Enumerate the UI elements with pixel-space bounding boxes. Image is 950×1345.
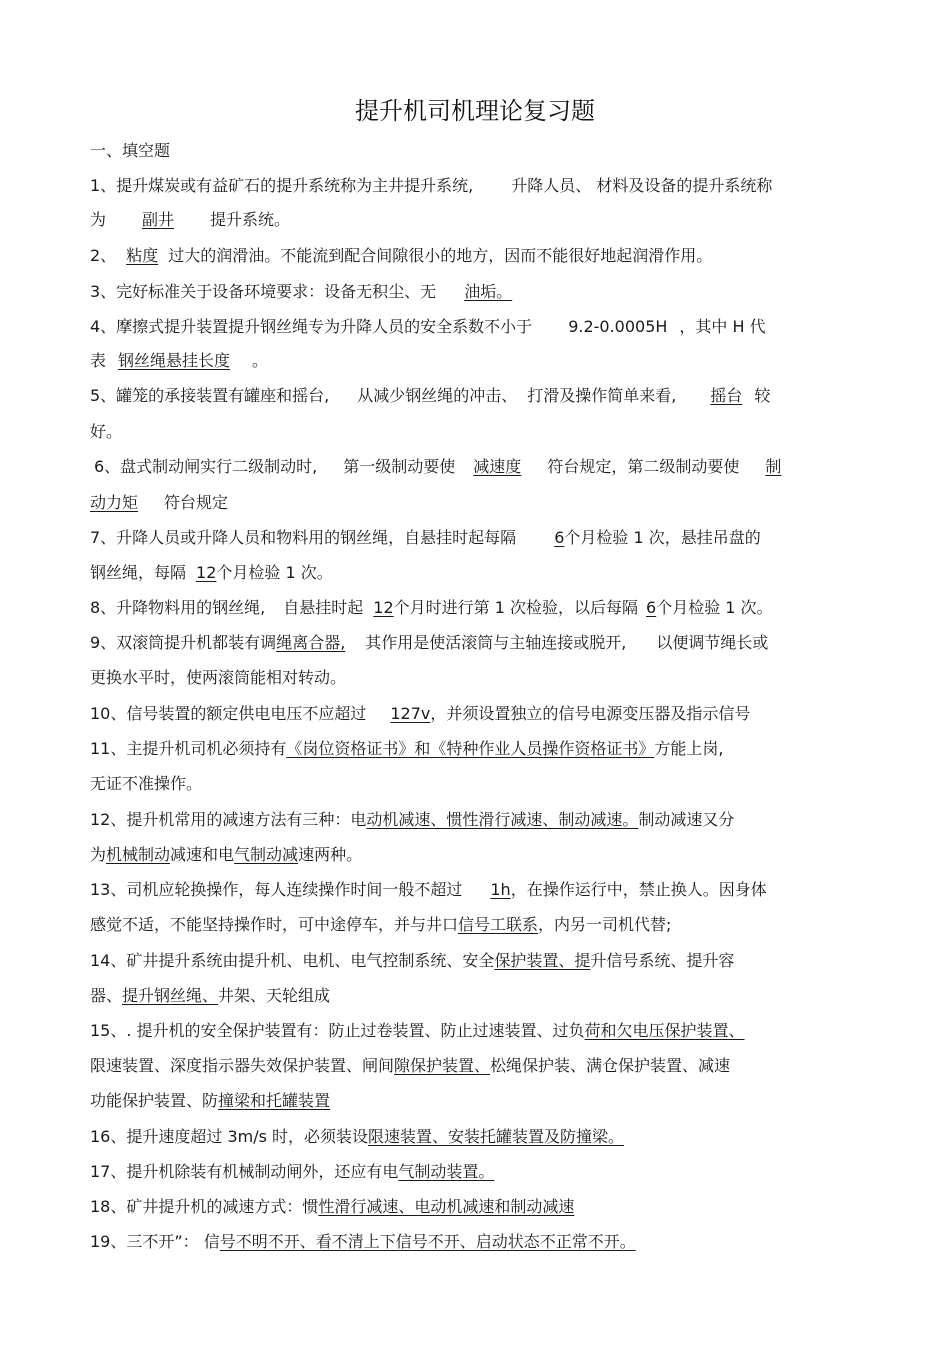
- q4-text: 4、摩擦式提升装置提升钢丝绳专为升降人员的安全系数不小于: [90, 317, 533, 336]
- question-3: [90, 281, 518, 305]
- q13-text-2: ，在操作运行中，禁止换人。因身体: [510, 880, 767, 899]
- q5-text-3: 打滑及操作简单来看,: [527, 386, 677, 405]
- question-7-line-1: [90, 527, 761, 551]
- q6-answer-1: 减速度: [473, 457, 522, 476]
- q12-text-2: 制动减速又分: [638, 810, 735, 829]
- question-15-line-1: [90, 1020, 775, 1044]
- question-5-line-2: [90, 421, 122, 445]
- question-16: [90, 1126, 656, 1150]
- q3-text: 3、完好标准关于设备环境要求：设备无积尘、无: [90, 282, 437, 301]
- q8-text: 8、升降物料用的钢丝绳,: [90, 598, 266, 617]
- q8-answer-2: 6: [646, 598, 657, 617]
- question-6-line-2: [90, 492, 228, 516]
- q7-text-3: 钢丝绳，每隔: [90, 563, 187, 582]
- q2-text: 过大的润滑油。不能流到配合间隙很小的地方，因而不能很好地起润滑作用。: [168, 246, 713, 265]
- q7-text-2: 个月检验 1 次，悬挂吊盘的: [564, 528, 761, 547]
- question-11-line-1: [90, 738, 723, 762]
- q8-answer-1: 12: [373, 598, 394, 617]
- q14-answer-1: 保护装置、提: [494, 951, 591, 970]
- question-17: [90, 1161, 506, 1185]
- q7-answer-2: 12: [196, 563, 217, 582]
- q10-answer: 127v: [390, 704, 431, 723]
- q11-text-2: 方能上岗,: [654, 739, 724, 758]
- q14-text-2: 升信号系统、提升容: [590, 951, 735, 970]
- q12-answer-3: 气制动减: [234, 845, 299, 864]
- q11-text-3: 无证不准操作。: [90, 774, 203, 793]
- q12-answer-2: 机械制动: [106, 845, 171, 864]
- question-11-line-2: [90, 773, 202, 797]
- q17-text: 17、提升机除装有机械制动闸外，还应有电: [90, 1162, 399, 1181]
- q11-text: 11、主提升机司机必须持有: [90, 739, 287, 758]
- q12-text-3: 减速和电: [170, 845, 235, 864]
- q9-text: 9、双滚筒提升机都装有调: [90, 633, 277, 652]
- q6-answer-2b: 动力矩: [90, 493, 139, 512]
- page-title: 提升机司机理论复习题: [355, 97, 595, 125]
- q12-text: 12、提升机常用的减速方法有三种：电: [90, 810, 367, 829]
- q1-answer: 副井: [142, 210, 175, 229]
- q4-formula: 9.2-0.0005H: [568, 317, 668, 336]
- q4-answer: 钢丝绳悬挂长度: [118, 351, 231, 370]
- q1-prefix: 为: [90, 210, 107, 229]
- question-4-line-1: [90, 316, 766, 340]
- question-8: [90, 597, 773, 621]
- q15-answer-2: 隙保护装置、: [394, 1056, 491, 1075]
- q5-text-2: 从减少钢丝绳的冲击、: [357, 386, 518, 405]
- q15-text-2: 限速装置、深度指示器失效保护装置、闸间: [90, 1056, 395, 1075]
- question-7-line-2: [90, 562, 333, 586]
- q5-text-4: 好。: [90, 422, 123, 441]
- q1-text-2: 升降人员、 材料及设备的提升系统称: [511, 176, 773, 195]
- question-10: [90, 703, 750, 727]
- q6-text-2: 第一级制动要使: [343, 457, 456, 476]
- question-5-line-1: [90, 385, 770, 409]
- q13-text-4: ，内另一司机代替;: [538, 915, 672, 934]
- q13-answer-1: 1h: [490, 880, 511, 899]
- question-13-line-2: [90, 914, 671, 938]
- q9-text-4: 更换水平时，使两滚筒能相对转动。: [90, 668, 347, 687]
- q1-suffix: 提升系统。: [210, 210, 291, 229]
- q4-text-2: ，其中 H 代: [679, 317, 766, 336]
- q2-number: 2、: [90, 246, 117, 265]
- q4-suffix: 。: [252, 351, 269, 370]
- question-14-line-1: [90, 950, 734, 974]
- q14-text-4: 井架、天轮组成: [218, 986, 331, 1005]
- q6-text: 6、盘式制动闸实行二级制动时,: [94, 457, 318, 476]
- q13-text-3: 感觉不适，不能坚持操作时，可中途停车，并与井口: [90, 915, 459, 934]
- q13-answer-2: 信号工联系: [458, 915, 539, 934]
- q18-text: 18、矿井提升机的减速方式：惯: [90, 1197, 319, 1216]
- question-1-line-1: [90, 175, 772, 199]
- question-19: [90, 1231, 662, 1255]
- q5-answer: 摇台: [710, 386, 743, 405]
- q16-answer: 限速装置、安装托罐装置及防撞梁。: [368, 1127, 625, 1146]
- q18-answer: 性滑行减速、电动机减速和制动减速: [318, 1197, 575, 1216]
- q14-text: 14、矿井提升系统由提升机、电机、电气控制系统、安全: [90, 951, 495, 970]
- q6-answer-2a: 制: [765, 457, 782, 476]
- q17-answer: 气制动装置。: [398, 1162, 495, 1181]
- q9-answer: 绳离合器,: [276, 633, 346, 652]
- q8-text-2: 自悬挂时起: [283, 598, 364, 617]
- q14-answer-2: 提升钢丝绳、: [122, 986, 219, 1005]
- question-12-line-2: [90, 844, 362, 868]
- question-1-line-2: [90, 209, 290, 233]
- question-18: [90, 1196, 610, 1220]
- q13-text: 13、司机应轮换操作，每人连续操作时间一般不超过: [90, 880, 463, 899]
- q19-answer: 号不明不开、看不清上下信号不开、启动状态不正常不开。: [219, 1232, 636, 1251]
- q12-answer-1: 动机减速、惯性滑行减速、制动减速。: [366, 810, 639, 829]
- q5-suffix: 较: [754, 386, 771, 405]
- q14-text-3: 器、: [90, 986, 123, 1005]
- q15-answer-1: 荷和欠电压保护装置、: [584, 1021, 745, 1040]
- section-heading: 一、填空题: [90, 141, 171, 160]
- q9-text-2: 其作用是使活滚筒与主轴连接或脱开,: [365, 633, 627, 652]
- q4-prefix: 表: [90, 351, 107, 370]
- q10-text-2: ，并须设置独立的信号电源变压器及指示信号: [430, 704, 751, 723]
- q12-prefix: 为: [90, 845, 107, 864]
- question-9-line-1: [90, 632, 768, 656]
- question-13-line-1: [90, 879, 767, 903]
- question-15-line-2: [90, 1055, 730, 1079]
- q15-answer-3: 撞梁和托罐装置: [218, 1091, 331, 1110]
- q6-text-3: 符台规定，第二级制动要使: [547, 457, 740, 476]
- q12-text-4: 速两种。: [298, 845, 363, 864]
- q8-text-3: 个月时进行第 1 次检验，以后每隔: [393, 598, 639, 617]
- q15-text-4: 功能保护装置、防: [90, 1091, 219, 1110]
- q11-answer: 《岗位资格证书》和《特种作业人员操作资格证书》: [286, 739, 655, 758]
- q9-text-3: 以便调节绳长或: [656, 633, 769, 652]
- q15-text: 15、. 提升机的安全保护装置有：防止过卷装置、防止过速装置、过负: [90, 1021, 585, 1040]
- question-9-line-2: [90, 667, 346, 691]
- q2-answer: 粘度: [126, 246, 159, 265]
- q10-text: 10、信号装置的额定供电电压不应超过: [90, 704, 367, 723]
- q7-text-4: 个月检验 1 次。: [216, 563, 333, 582]
- q7-answer-1: 6: [554, 528, 565, 547]
- question-6-line-1: [94, 456, 781, 480]
- question-12-line-1: [90, 809, 734, 833]
- q1-text: 1、提升煤炭或有益矿石的提升系统称为主井提升系统,: [90, 176, 474, 195]
- q16-text: 16、提升速度超过 3m/s 时，必须装设: [90, 1127, 369, 1146]
- question-4-line-2: [90, 350, 268, 374]
- q7-text: 7、升降人员或升降人员和物料用的钢丝绳，自悬挂时起每隔: [90, 528, 517, 547]
- q6-text-4: 符台规定: [164, 493, 229, 512]
- question-15-line-3: [90, 1090, 348, 1114]
- q19-text: 19、三不开”： 信: [90, 1232, 220, 1251]
- q8-text-4: 个月检验 1 次。: [656, 598, 773, 617]
- q15-text-3: 松绳保护装、满仓保护装置、减速: [490, 1056, 731, 1075]
- q5-text: 5、罐笼的承接装置有罐座和摇台,: [90, 386, 330, 405]
- question-2: [90, 245, 712, 269]
- q3-answer: 油垢。: [464, 282, 513, 301]
- question-14-line-2: [90, 985, 330, 1009]
